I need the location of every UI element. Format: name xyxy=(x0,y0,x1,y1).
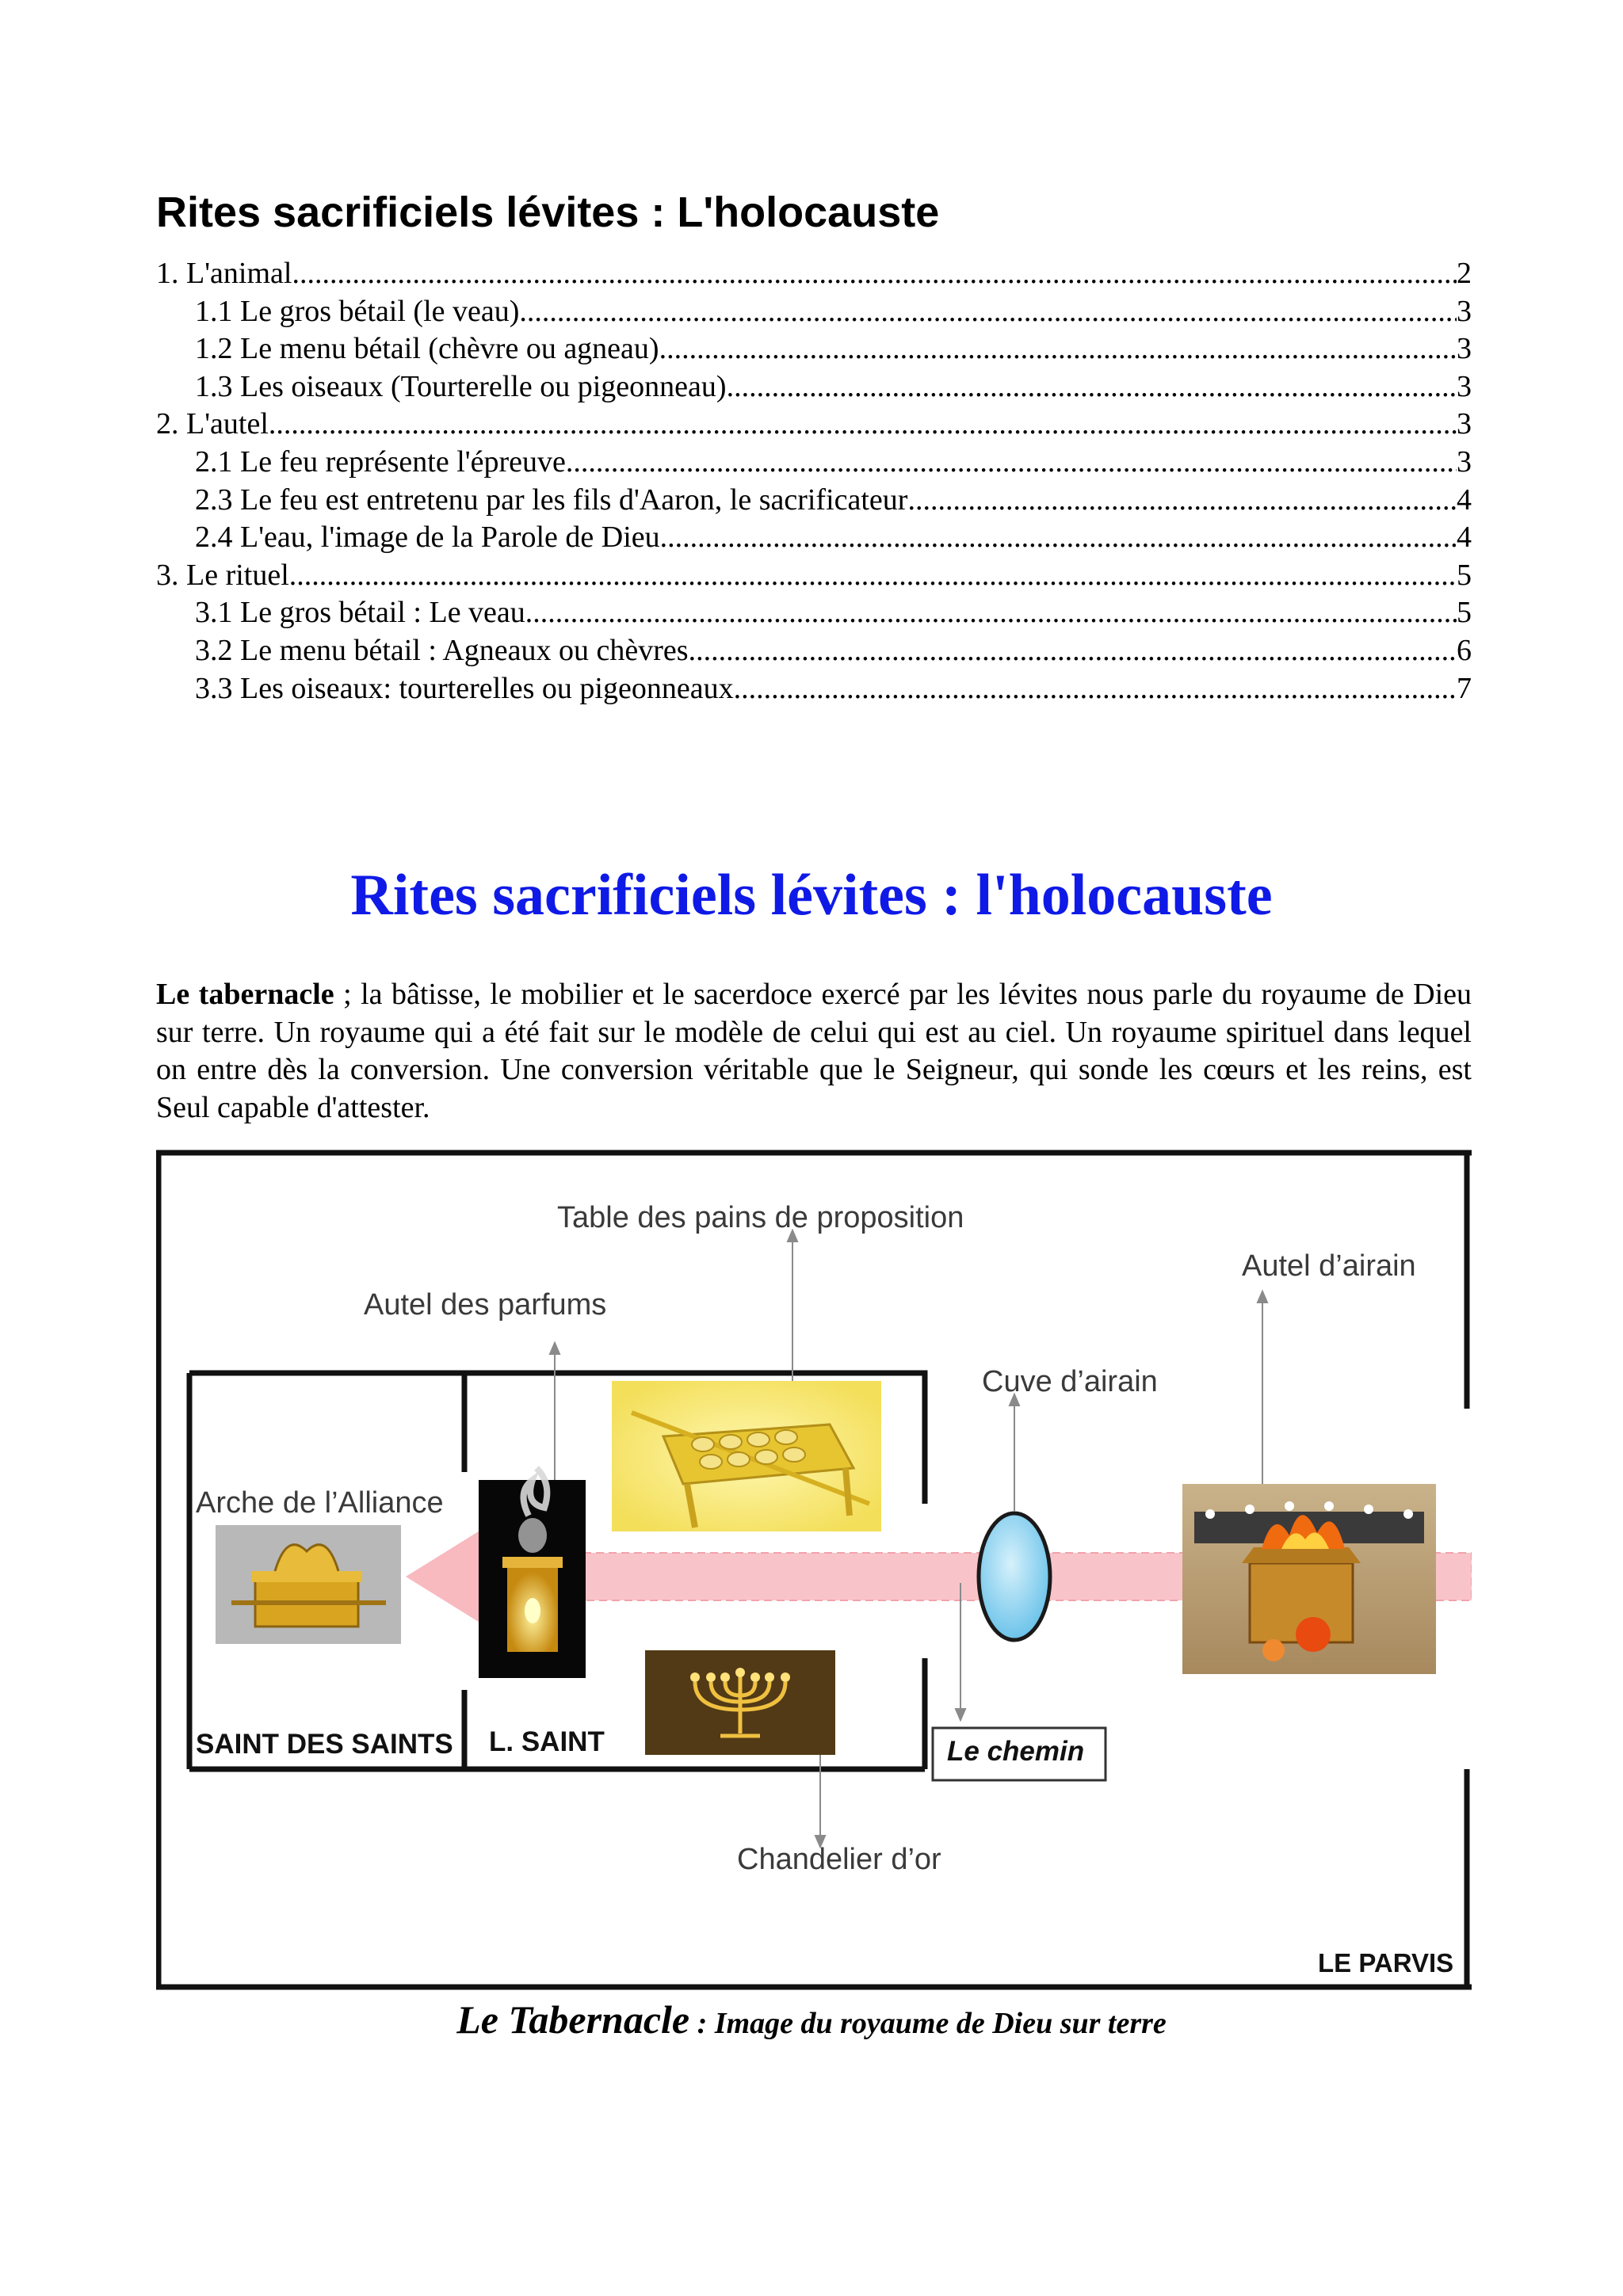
bronze-basin-image xyxy=(979,1513,1050,1640)
label-ark: Arche de l’Alliance xyxy=(196,1486,444,1520)
toc-entry-text: 2. L'autel xyxy=(156,407,269,441)
toc-entry-page: 3 xyxy=(1457,407,1472,441)
caption-rest: : Image du royaume de Dieu sur terre xyxy=(689,2007,1167,2040)
main-title: Rites sacrificiels lévites : l'holocauste xyxy=(350,863,1273,928)
toc-leader-dots xyxy=(519,293,1457,331)
intro-paragraph xyxy=(156,976,1472,1127)
toc-leader-dots xyxy=(689,632,1457,670)
showbread-table-image xyxy=(612,1381,881,1531)
toc-entry-page: 4 xyxy=(1457,521,1472,555)
toc-entry-text: 2.1 Le feu représente l'épreuve xyxy=(195,444,566,479)
toc-leader-dots xyxy=(525,594,1457,632)
toc-entry-text: 3.1 Le gros bétail : Le veau xyxy=(195,596,525,630)
toc-entry-page: 3 xyxy=(1457,294,1472,328)
intro-lead: Le tabernacle xyxy=(156,978,334,1011)
toc-leader-dots xyxy=(269,406,1457,444)
toc-leader-dots xyxy=(566,444,1457,482)
toc-entry-text: 1.1 Le gros bétail (le veau) xyxy=(195,294,520,328)
golden-lampstand-image xyxy=(645,1650,835,1755)
ark-of-covenant-image xyxy=(216,1525,401,1644)
table-of-contents xyxy=(156,255,1472,707)
toc-entry-text: 3.2 Le menu bétail : Agneaux ou chèvres xyxy=(195,633,689,667)
bronze-altar-image xyxy=(1182,1484,1436,1674)
label-holy-of-holies: SAINT DES SAINTS xyxy=(196,1729,453,1760)
toc-entry[interactable] xyxy=(156,594,1472,632)
toc-leader-dots xyxy=(660,519,1457,557)
toc-entry-text: 2.4 L'eau, l'image de la Parole de Dieu xyxy=(195,521,660,555)
toc-entry-page: 3 xyxy=(1457,369,1472,403)
toc-entry[interactable] xyxy=(156,406,1472,444)
toc-entry-page: 2 xyxy=(1457,257,1472,290)
toc-leader-dots xyxy=(292,255,1457,293)
toc-entry[interactable] xyxy=(156,330,1472,368)
toc-leader-dots xyxy=(727,368,1457,406)
toc-entry[interactable] xyxy=(156,444,1472,482)
toc-entry[interactable] xyxy=(156,255,1472,293)
toc-entry-page: 7 xyxy=(1457,671,1472,705)
toc-entry-page: 3 xyxy=(1457,444,1472,479)
caption-main: Le Tabernacle xyxy=(456,1997,690,2042)
toc-leader-dots xyxy=(659,330,1457,368)
toc-entry-text: 1.3 Les oiseaux (Tourterelle ou pigeonneau) xyxy=(195,369,727,403)
incense-altar-image xyxy=(479,1468,586,1678)
label-showbread-table: Table des pains de proposition xyxy=(557,1201,964,1234)
toc-entry-page: 5 xyxy=(1457,596,1472,630)
toc-entry-page: 3 xyxy=(1457,332,1472,366)
label-incense-altar: Autel des parfums xyxy=(364,1288,607,1322)
toc-entry-page: 4 xyxy=(1457,482,1472,517)
toc-leader-dots xyxy=(907,482,1457,520)
toc-entry-page: 6 xyxy=(1457,633,1472,667)
label-bronze-altar: Autel d’airain xyxy=(1242,1249,1416,1283)
intro-text: ; la bâtisse, le mobilier et le sacerdoce exercé par les lévites nous parle du royaume de Dieu sur terre. Un royaume qui a été fait sur le modèle de celui qui est au ciel. Un royaume spirituel dans lequel on entre dès la conversion. Une conversion véritable que le Seigneur, qui sonde les cœurs et les reins, est Seul capable d'attester. xyxy=(156,978,1472,1124)
toc-entry-text: 1.2 Le menu bétail (chèvre ou agneau) xyxy=(195,332,659,366)
toc-entry[interactable] xyxy=(156,632,1472,670)
toc-entry-text: 1. L'animal xyxy=(156,257,292,290)
toc-title: Rites sacrificiels lévites : L'holocauste xyxy=(156,189,940,236)
label-courtyard: LE PARVIS xyxy=(1318,1948,1454,1978)
toc-entry[interactable] xyxy=(156,519,1472,557)
toc-entry[interactable] xyxy=(156,482,1472,520)
path-arrowhead xyxy=(406,1530,481,1623)
toc-entry-text: 3.3 Les oiseaux: tourterelles ou pigeonneaux xyxy=(195,671,734,705)
toc-entry-text: 2.3 Le feu est entretenu par les fils d'Aaron, le sacrificateur xyxy=(195,482,908,517)
toc-entry-page: 5 xyxy=(1457,558,1472,592)
label-path: Le chemin xyxy=(947,1736,1085,1767)
toc-leader-dots xyxy=(734,670,1457,708)
toc-entry[interactable] xyxy=(156,557,1472,595)
label-lampstand: Chandelier d’or xyxy=(737,1843,941,1876)
toc-entry-text: 3. Le rituel xyxy=(156,558,289,592)
tabernacle-diagram xyxy=(156,1143,1472,1996)
label-holy-place: L. SAINT xyxy=(489,1726,605,1757)
toc-entry[interactable] xyxy=(156,368,1472,406)
toc-entry[interactable] xyxy=(156,670,1472,708)
label-bronze-basin: Cuve d’airain xyxy=(982,1365,1158,1398)
toc-entry[interactable] xyxy=(156,293,1472,331)
toc-leader-dots xyxy=(289,557,1457,595)
figure-caption xyxy=(0,1997,1623,2042)
